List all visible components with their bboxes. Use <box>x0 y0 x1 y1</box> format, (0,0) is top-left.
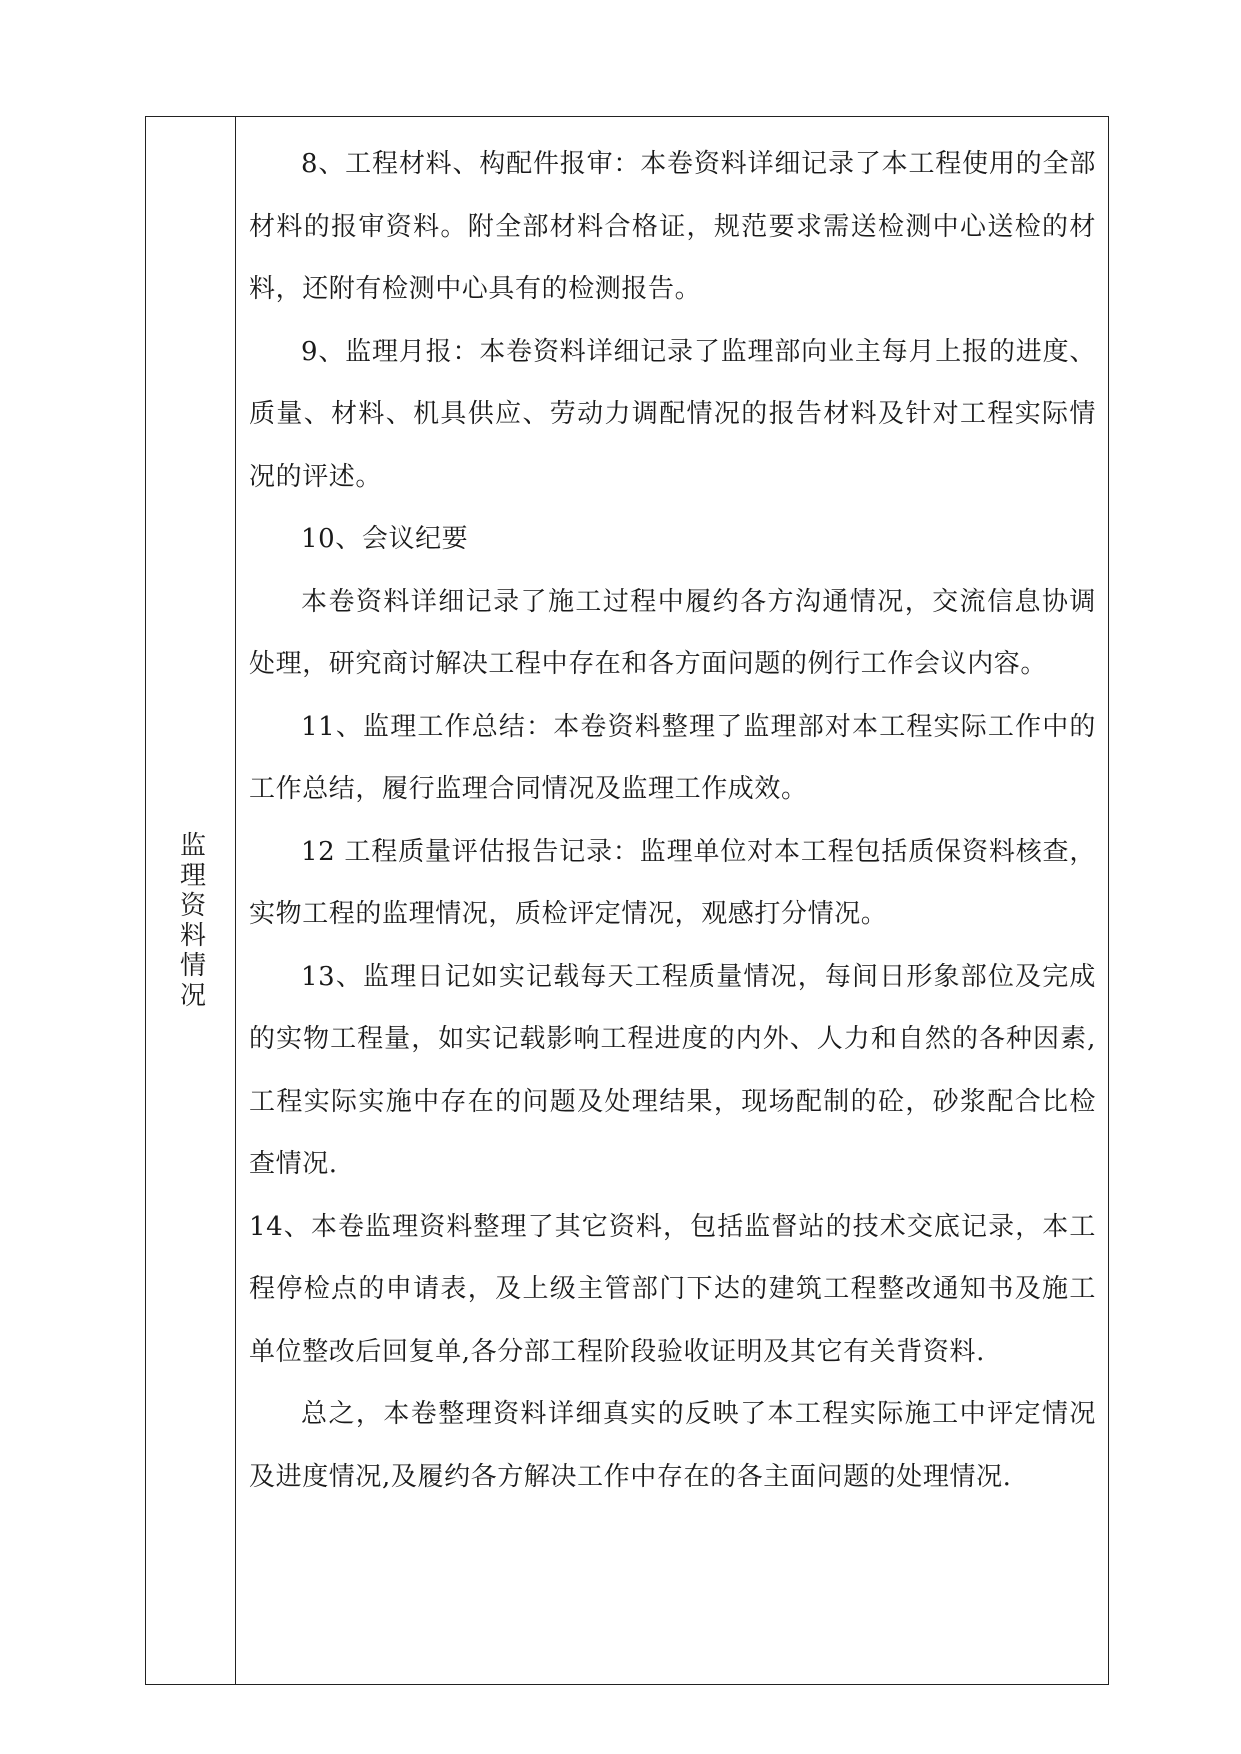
paragraph-item-14: 14、本卷监理资料整理了其它资料，包括监督站的技术交底记录，本工程停检点的申请表，及上级主管部门下达的建筑工程整改通知书及施工单位整改后回复单,各分部工程阶段验收证明及其它有关背资料. <box>249 1211 1096 1367</box>
paragraph-item-13: 13、监理日记如实记载每天工程质量情况，每间日形象部位及完成的实物工程量，如实记载影响工程进度的内外、人力和自然的各种因素,工程实际实施中存在的问题及处理结果，现场配制的砼，砂浆配合比检查情况. <box>249 961 1096 1179</box>
paragraph-item-10-heading: 10、会议纪要 <box>301 524 469 554</box>
content-cell <box>236 117 1108 1684</box>
paragraph-item-11: 11、监理工作总结：本卷资料整理了监理部对本工程实际工作中的工作总结，履行监理合同情况及监理工作成效。 <box>249 711 1096 804</box>
paragraph-item-10-body: 本卷资料详细记录了施工过程中履约各方沟通情况，交流信息协调处理，研究商讨解决工程中存在和各方面问题的例行工作会议内容。 <box>249 586 1096 679</box>
paragraph-item-12: 12 工程质量评估报告记录：监理单位对本工程包括质保资料核查，实物工程的监理情况，质检评定情况，观感打分情况。 <box>249 836 1096 929</box>
paragraph-item-8: 8、工程材料、构配件报审：本卷资料详细记录了本工程使用的全部材料的报审资料。附全部材料合格证，规范要求需送检测中心送检的材料，还附有检测中心具有的检测报告。 <box>249 149 1096 304</box>
paragraph-summary: 总之，本卷整理资料详细真实的反映了本工程实际施工中评定情况及进度情况,及履约各方解决工作中存在的各主面问题的处理情况. <box>249 1399 1096 1492</box>
report-table <box>145 116 1109 1685</box>
side-header-cell <box>146 117 236 1684</box>
side-label: 监理资料情况 <box>175 830 206 1011</box>
paragraph-item-9: 9、监理月报：本卷资料详细记录了监理部向业主每月上报的进度、质量、材料、机具供应、劳动力调配情况的报告材料及针对工程实际情况的评述。 <box>249 336 1096 492</box>
